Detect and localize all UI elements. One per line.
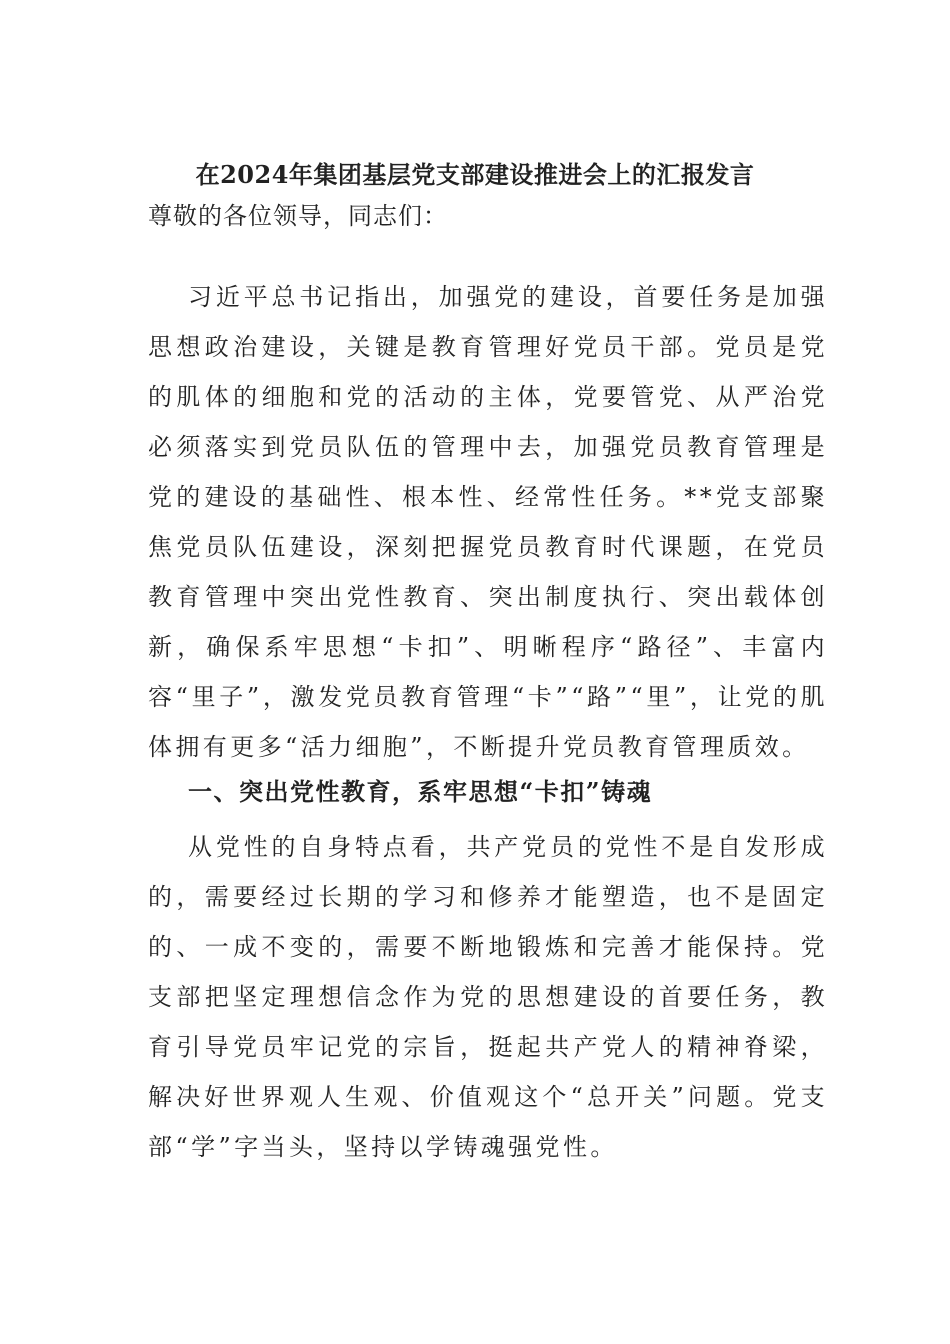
intro-paragraph: 习近平总书记指出，加强党的建设，首要任务是加强思想政治建设，关键是教育管理好党员干部。党员是党的肌体的细胞和党的活动的主体，党要管党、从严治党必须落实到党员队伍的管理中去，加强党员教育管理是党的建设的基础性、根本性、经常性任务。**党支部聚焦党员队伍建设，深刻把握党员教育时代课题，在党员教育管理中突出党性教育、突出制度执行、突出载体创新，确保系牢思想“卡扣”、明晰程序“路径”、丰富内容“里子”，激发党员教育管理“卡”“路”“里”，让党的肌体拥有更多“活力细胞”，不断提升党员教育管理质效。	[148, 283, 828, 761]
section-paragraph: 从党性的自身特点看，共产党员的党性不是自发形成的，需要经过长期的学习和修养才能塑造，也不是固定的、一成不变的，需要不断地锻炼和完善才能保持。党支部把坚定理想信念作为党的思想建设的首要任务，教育引导党员牢记党的宗旨，挺起共产党人的精神脊梁，解决好世界观人生观、价值观这个“总开关”问题。党支部“学”字当头，坚持以学铸魂强党性。	[148, 833, 828, 1161]
document-title: 在2024年集团基层党支部建设推进会上的汇报发言	[195, 160, 755, 189]
salutation: 尊敬的各位领导，同志们：	[148, 202, 448, 230]
section-heading: 一、突出党性教育，系牢思想“卡扣”铸魂	[188, 777, 653, 806]
